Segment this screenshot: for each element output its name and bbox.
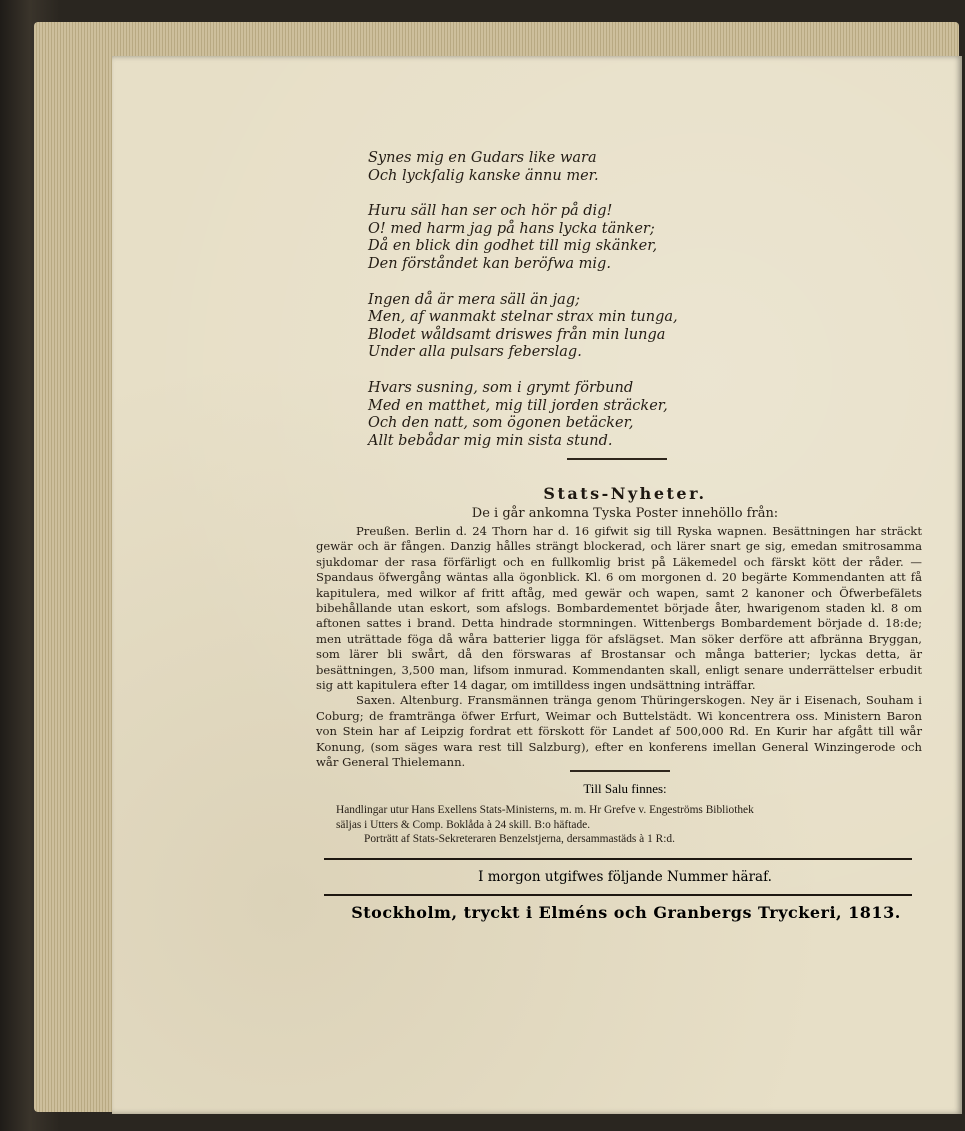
for-sale-line: säljas i Utters & Comp. Boklåda à 24 skill. B:o häftade. xyxy=(336,818,591,831)
footer-rule-top xyxy=(324,858,912,860)
section-divider xyxy=(567,458,667,460)
poem-line: Den förståndet kan beröfwa mig. xyxy=(368,255,611,272)
footer-rule-bottom xyxy=(324,894,912,896)
poem-stanza xyxy=(368,292,838,362)
poem-line: Men, af wanmakt stelnar strax min tunga, xyxy=(368,309,678,326)
poem-line: Huru säll han ser och hör på dig! xyxy=(368,203,613,220)
news-paragraph-preussen: Preußen. Berlin d. 24 Thorn har d. 16 gifwit sig till Ryska wapnen. Besättningen har sträckt gewär och är fången. Danzig hålles strängt blockerad, och lärer snart ge sig, emedan smitrosamma sjukdomar der rasa förfärligt och en fullkomlig brist på Läkemedel och färskt kött der råder. — Spandaus öfwergång wäntas alla ögonblick. Kl. 6 om morgonen d. 20 begärte Kommendanten att få kapitulera, med wilkor af fritt aftåg, med gewär och wapen, samt 2 kanoner och Öfwerbefälets bibehållande utan eskort, som afslogs. Bombardementet började åter, hwarigenom staden kl. 8 om aftonen sattes i brand. Detta hindrade stormningen. Wittenbergs Bombardement började d. 18:de; men uträttade föga då wåra batterier ligga för afslägset. Man söker derföre att afbränna Bryggan, som lärer bli swårt, då den förswaras af Brostansar och många batterier; lyckas detta, är besättningen, 3,500 man, lifsom inmurad. Kommendanten skall, enligt senare underrättelser erbudit sig att kapitulera efter 14 dagar, om imtilldess ingen undsättning inträffar. xyxy=(316,524,922,693)
section-divider xyxy=(570,770,670,772)
news-body xyxy=(316,524,922,771)
poem-line: Med en matthet, mig till jorden sträcker, xyxy=(368,397,668,414)
news-heading: Stats-Nyheter. xyxy=(543,484,707,503)
poem-line: Då en blick din godhet till mig skänker, xyxy=(368,238,658,255)
poem-stanza xyxy=(368,380,838,450)
poem-line: Och lyckſalig kanske ännu mer. xyxy=(368,167,599,184)
for-sale-line: Handlingar utur Hans Exellens Stats-Ministerns, m. m. Hr Grefve v. Engeströms Bibliothek xyxy=(336,804,754,816)
poem-line: Ingen då är mera säll än jag; xyxy=(368,291,580,308)
for-sale-heading: Till Salu finnes: xyxy=(583,781,667,796)
printer-imprint: Stockholm, tryckt i Elméns och Granbergs Tryckeri, 1813. xyxy=(351,903,901,922)
next-issue-notice: I morgon utgifwes följande Nummer häraf. xyxy=(478,869,772,885)
news-paragraph-saxen: Saxen. Altenburg. Fransmännen tränga genom Thüringerskogen. Ney är i Eisenach, Souham i Coburg; de framtränga öfwer Erfurt, Weimar och Buttelstädt. Wi koncentrera oss. Ministern Baron von Stein har af Leipzig fordrat ett förskott för Landet af 500,000 Rd. En Kurir har afgått till wår Konung, (som säges wara rest till Salzburg), efter en konferens imellan General Winzingerode och wår General Thielemann. xyxy=(316,693,922,770)
poem-stanza xyxy=(368,150,838,185)
poem xyxy=(368,150,838,468)
poem-line: Under alla pulsars feberslag. xyxy=(368,344,582,361)
for-sale-line: Porträtt af Stats-Sekreteraren Benzelstjerna, dersammastäds à 1 R:d. xyxy=(364,833,675,846)
poem-line: Synes mig en Gudars like wara xyxy=(368,150,597,166)
news-intro: De i går ankomna Tyska Poster innehöllo från: xyxy=(471,506,779,521)
poem-stanza xyxy=(368,203,838,273)
poem-line: Och den natt, som ögonen betäcker, xyxy=(368,415,634,432)
poem-line: O! med harm jag på hans lycka tänker; xyxy=(368,220,655,237)
poem-line: Blodet wåldsamt driswes från min lunga xyxy=(368,326,666,343)
poem-line: Allt bebådar mig min sista stund. xyxy=(368,432,613,449)
for-sale-list xyxy=(336,803,920,847)
poem-line: Hvars susning, som i grymt förbund xyxy=(368,379,634,396)
